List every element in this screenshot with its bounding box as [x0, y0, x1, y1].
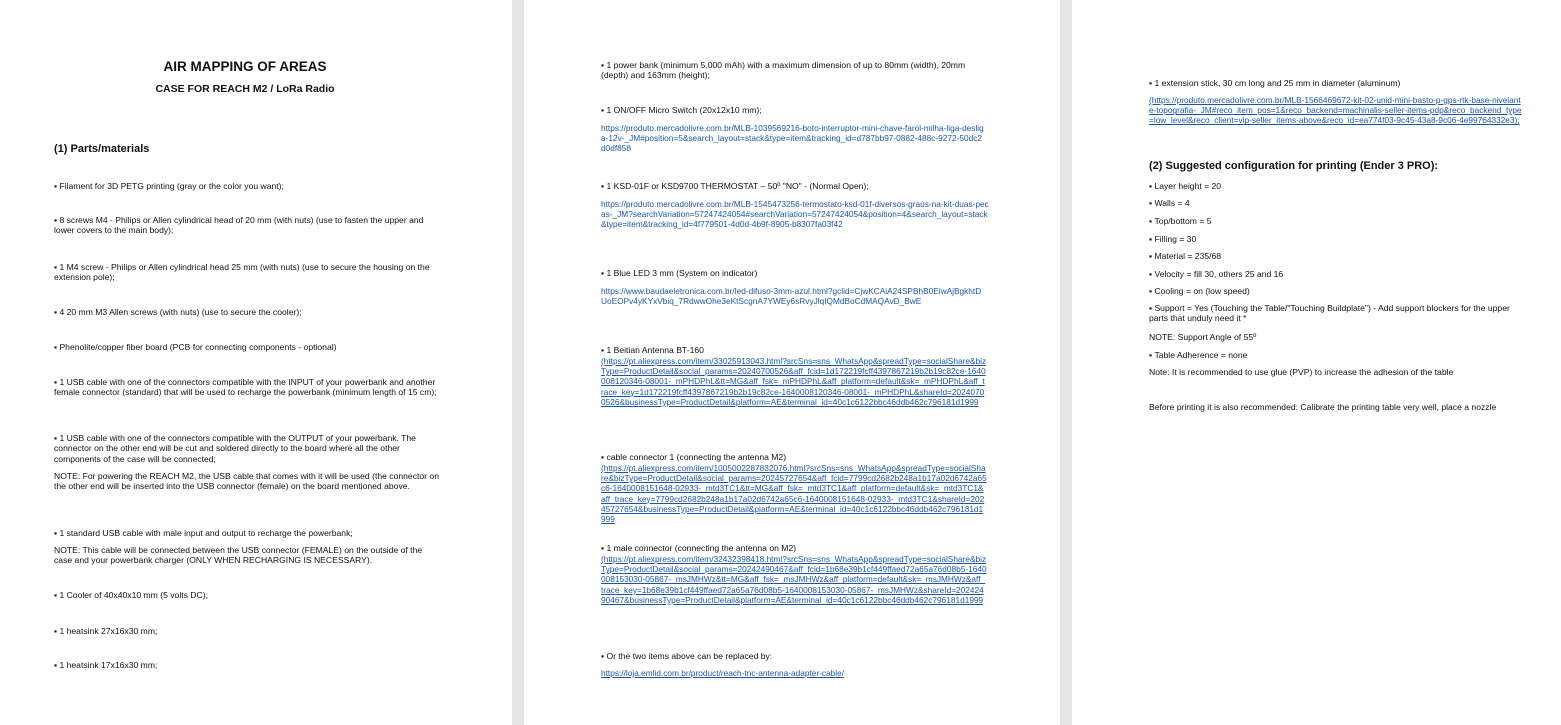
list-item: ▪ 1 USB cable with one of the connectors compatible with the OUTPUT of your powerbank. The connector on the other end will be cut and soldered directly to the board where all the other components of the case will be connected;	[54, 433, 439, 464]
list-item: ▪ 1 heatsink 17x16x30 mm;	[54, 660, 439, 670]
list-item: ▪ 1 KSD-01F or KSD9700 THERMOSTAT – 50º "NO" - (Normal Open);	[601, 181, 991, 191]
product-link[interactable]: https://produto.mercadolivre.com.br/MLB-1545473256-termostato-ksd-01f-diversos-graus-na-kit-duas-pecas-_JM?searchVariation=57247424054#searchVariation=57247424054&position=4&search_layout=stack&type=item&tracking_id=4f779501-4d0d-4b9f-8905-b8307fa03f42	[601, 199, 989, 230]
list-item: ▪ cable connector 1 (connecting the antenna M2)	[601, 452, 991, 462]
note-text: Note: It is recommended to use glue (PVP) to increase the adhesion of the table	[1149, 367, 1454, 377]
list-item: ▪ 1 ON/OFF Micro Switch (20x12x10 mm);	[601, 105, 991, 115]
list-item: ▪ Layer height = 20	[1149, 181, 1539, 191]
list-item: ▪ Filling = 30	[1149, 234, 1539, 244]
list-item: ▪ 1 male connector (connecting the antenna on M2)	[601, 543, 991, 553]
list-item: ▪ 1 M4 screw - Philips or Allen cylindrical head 25 mm (with nuts) (use to secure the housing on the extension pole);	[54, 262, 439, 283]
list-item: ▪ Material = 235/68	[1149, 251, 1539, 261]
list-item: ▪ Or the two items above can be replaced by:	[601, 651, 991, 661]
list-item: ▪ Top/bottom = 5	[1149, 216, 1539, 226]
section-heading-parts: (1) Parts/materials	[54, 143, 150, 155]
list-item: ▪ Walls = 4	[1149, 198, 1539, 208]
document-title: AIR MAPPING OF AREAS	[163, 59, 327, 74]
list-item: ▪ 1 USB cable with one of the connectors compatible with the INPUT of your powerbank and another female connector (standard) that will be used to recharge the powerbank (minimum length of 15 cm);	[54, 377, 439, 398]
product-link[interactable]: https://produto.mercadolivre.com.br/MLB-1039569216-boto-interruptor-mini-chave-farol-milha-liga-desliga-12v-_JM#position=5&search_layout=stack&type=item&tracking_id=d787bb97-0882-488c-9272-50dc2d0df858	[601, 123, 984, 154]
note-text: NOTE: This cable will be connected between the USB connector (FEMALE) on the outside of the case and your powerbank charger (ONLY WHEN RECHARGING IS NECESSARY).	[54, 545, 423, 566]
list-item: ▪ 1 Cooler of 40x40x10 mm (5 volts DC);	[54, 590, 439, 600]
document-page-2	[524, 0, 1060, 725]
product-link[interactable]: (https://pt.aliexpress.com/item/1005002287832076.html?srcSns=sns_WhatsApp&spreadType=socialShare&bizType=ProductDetail&social_params=20245727654&aff_fcid=7799cd2682b248a1b17a02d6742a65c6-1640008151648-02933-_mtd3TC1&tt=MG&aff_fsk=_mtd3TC1&aff_platform=default&sk=_mtd3TC1&aff_trace_key=7799cd2682b248a1b17a02d6742a65c6-1640008151648-02933-_mtd3TC1&shareId=20245727654&businessType=ProductDetail&platform=AE&terminal_id=40c1c6122bbc46ddb462c796181d1999	[601, 463, 987, 525]
document-page-3	[1072, 0, 1561, 725]
list-item: ▪ Phenolite/copper fiber board (PCB for connecting components - optional)	[54, 342, 439, 352]
list-item: ▪ 8 screws M4 - Philips or Allen cylindrical head of 20 mm (with nuts) (use to fasten the upper and lower covers to the main body);	[54, 215, 439, 236]
document-subtitle: CASE FOR REACH M2 / LoRa Radio	[155, 83, 335, 95]
list-item: ▪ 1 extension stick, 30 cm long and 25 mm in diameter (aluminum)	[1149, 78, 1529, 88]
list-item: ▪ 1 standard USB cable with male input and output to recharge the powerbank;	[54, 528, 439, 538]
list-item: ▪ Velocity = fill 30, others 25 and 16	[1149, 269, 1539, 279]
product-link[interactable]: (https://produto.mercadolivre.com.br/MLB-1566469672-kit-02-unid-mini-basto-p-gps-rtk-base-nivelante-topografia-_JM#reco_item_pos=1&reco_backend=machinalis-seller-items-pdp&reco_backend_type=low_level&reco_client=vip-seller_items-above&reco_id=ea774f03-9c45-43a8-9c06-4e99764332e3);	[1149, 95, 1522, 126]
product-link[interactable]: (https://pt.aliexpress.com/item/33025913043.html?srcSns=sns_WhatsApp&spreadType=socialShare&bizType=ProductDetail&social_params=20240700526&aff_fcid=1d172219fcff4397867219b2b19c82ce-1640008120346-08001-_mPHDPhL&tt=MG&aff_fsk=_mPHDPhL&aff_platform=default&sk=_mPHDPhL&aff_trace_key=1d172219fcff4397867219b2b19c82ce-1640008120346-08001-_mPHDPhL&shareId=20240700526&businessType=ProductDetail&platform=AE&terminal_id=40c1c6122bbc46ddb462c796181d1999	[601, 356, 987, 407]
note-text: NOTE: Support Angle of 55º	[1149, 332, 1257, 342]
list-item: ▪ 1 power bank (minimum 5,000 mAh) with a maximum dimension of up to 80mm (width), 20mm (depth) and 163mm (height);	[601, 60, 991, 81]
list-item: ▪ Filament for 3D PETG printing (gray or the color you want);	[54, 181, 439, 191]
list-item: ▪ Cooling = on (low speed)	[1149, 286, 1539, 296]
note-text: NOTE: For powering the REACH M2, the USB cable that comes with it will be used (the connector on the other end will be inserted into the USB connector (female) on the board mentioned above.	[54, 471, 439, 492]
product-link[interactable]: https://www.baudaeletronica.com.br/led-difuso-3mm-azul.html?gclid=CjwKCAiA24SPBhB0EiwAjBgkhtDUoEOPv4yKYxVbiq_7RdwwOhe3eKtScgnA7YWEy6sRvyJlqIQMdBoCdMAQAvD_BwE	[601, 286, 982, 307]
section-heading-printing: (2) Suggested configuration for printing (Ender 3 PRO):	[1149, 160, 1439, 172]
document-page-1	[0, 0, 512, 725]
product-link[interactable]: (https://pt.aliexpress.com/item/32432398418.html?srcSns=sns_WhatsApp&spreadType=socialShare&bizType=ProductDetail&social_params=20242490467&aff_fcid=1b68e39b1cf449ffaed72a65a76d08b5-1640008153030-05867-_msJMHWz&tt=MG&aff_fsk=_msJMHWz&aff_platform=default&sk=_msJMHWz&aff_trace_key=1b68e39b1cf449ffaed72a65a76d08b5-1640008153030-05867-_msJMHWz&shareId=20242490467&businessType=ProductDetail&platform=AE&terminal_id=40c1c6122bbc46ddb462c796181d1999	[601, 554, 987, 605]
list-item: ▪ 4 20 mm M3 Allen screws (with nuts) (use to secure the cooler);	[54, 307, 439, 317]
product-link[interactable]: https://loja.emlid.com.br/product/reach-tnc-antenna-adapter-cable/	[601, 668, 845, 678]
list-item: ▪ 1 Beitian Antenna BT-160	[601, 345, 991, 355]
list-item: ▪ 1 Blue LED 3 mm (System on indicator)	[601, 268, 991, 278]
list-item: ▪ Table Adherence = none	[1149, 350, 1539, 360]
list-item: ▪ 1 heatsink 27x16x30 mm;	[54, 626, 439, 636]
recommendation-text: Before printing it is also recommended: Calibrate the printing table very well, place a nozzle	[1149, 402, 1497, 412]
list-item: ▪ Support = Yes (Touching the Table/"Touching Buildplate") - Add support blockers for the upper parts that unduly need it *	[1149, 303, 1529, 324]
